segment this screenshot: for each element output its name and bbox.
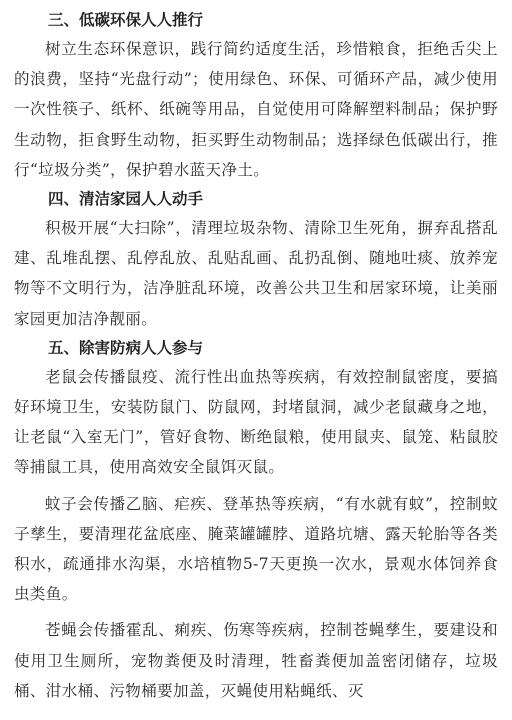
rodent-control-paragraph: 老鼠会传播鼠疫、流行性出血热等疾病，有效控制鼠密度，要搞好环境卫生，安装防鼠门、防鼠网，封堵鼠洞，减少老鼠藏身之地，让老鼠“入室无门”，管好食物、断绝鼠粮，使用鼠夹、鼠笼、粘鼠胶等捕鼠工具，使用高效安全鼠饵灭鼠。 [14,367,498,477]
section-3-paragraph: 树立生态环保意识，践行简约适度生活，珍惜粮食，拒绝舌尖上的浪费，坚持“光盘行动”；使用绿色、环保、可循环产品，减少使用一次性筷子、纸杯、纸碗等用品，自觉使用可降解塑料制品；保护野生动物，拒食野生动物，拒买野生动物制品；选择绿色低碳出行，推行“垃圾分类”，保护碧水蓝天净土。 [14,40,498,179]
section-heading-5: 五、除害防病人人参与 [48,338,204,357]
section-4-paragraph: 积极开展“大扫除”，清理垃圾杂物、清除卫生死角，摒弃乱搭乱建、乱堆乱摆、乱停乱放、乱贴乱画、乱扔乱倒、随地吐痰、放养宠物等不文明行为，洁净脏乱环境，改善公共卫生和居家环境，让美丽家园更加洁净靓丽。 [14,219,498,328]
section-heading-3: 三、低碳环保人人推行 [48,11,204,29]
section-heading-4: 四、清洁家园人人动手 [48,190,204,209]
fly-control-paragraph: 苍蝇会传播霍乱、痢疾、伤寒等疾病，控制苍蝇孳生，要建设和使用卫生厕所，宠物粪便及时清理，牲畜粪便加盖密闭储存，垃圾桶、泔水桶、污物桶要加盖，灭蝇使用粘蝇纸、灭 [14,621,498,700]
mosquito-control-paragraph: 蚊子会传播乙脑、疟疾、登革热等疾病，“有水就有蚊”，控制蚊子孳生，要清理花盆底座、腌菜罐罐脖、道路坑塘、露天轮胎等各类积水，疏通排水沟渠，水培植物5-7天更换一次水，景观水体饲养食虫类鱼。 [14,494,498,604]
